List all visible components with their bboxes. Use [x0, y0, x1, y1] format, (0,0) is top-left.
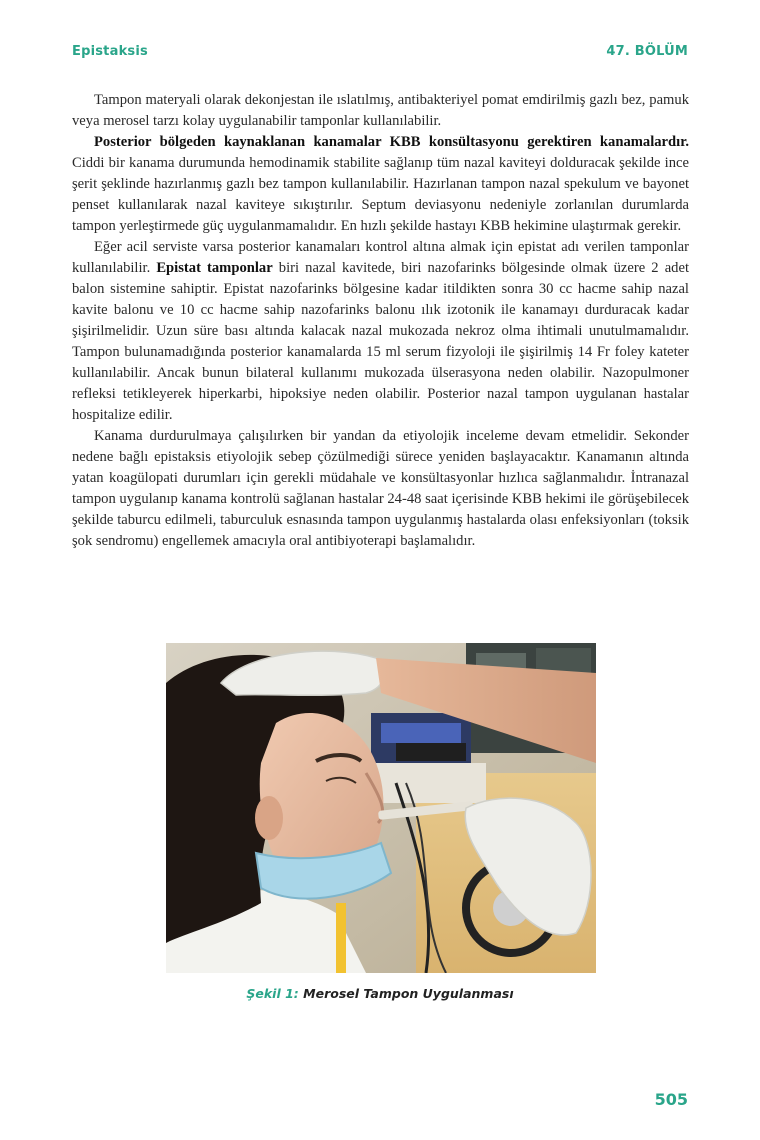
- body-text: [72, 90, 689, 552]
- paragraph-3-text-a: Eğer acil serviste varsa posterior kanamaları kontrol altına almak için epistat adı verilen tamponlar kullanılabilir.: [72, 239, 689, 276]
- paragraph-3-bold: Epistat tamponlar: [156, 260, 273, 276]
- figure-photo: [166, 643, 596, 973]
- paragraph-2-text: Ciddi bir kanama durumunda hemodinamik stabilite sağlanıp tüm nazal kaviteyi dolduracak şekilde ince şerit şeklinde hazırlanmış gazlı bez tampon kullanılabilir. Hazırlanan tampon nazal spekulum ve bayonet penset kullanılarak nazal kaviteye sıkıştırılır. Septum deviasyonu nedeniyle zorlanılan durumlarda tampon yerleştirmede güç uygulanmamalıdır. En hızlı şekilde hastayı KBB hekimine ulaştırmak gerekir.: [72, 155, 689, 234]
- figure-caption-label: Şekil 1:: [246, 986, 299, 1001]
- chapter-title: Epistaksis: [72, 44, 148, 59]
- photo-illustration: [166, 643, 596, 973]
- chapter-number: 47. BÖLÜM: [606, 44, 688, 59]
- paragraph-1: Tampon materyali olarak dekonjestan ile ıslatılmış, antibakteriyel pomat emdirilmiş gazlı bez, pamuk veya merosel tarzı kolay uygulanabilir tamponlar kullanılabilir.: [72, 92, 689, 129]
- page-number: 505: [654, 1090, 688, 1109]
- figure-caption: [0, 986, 760, 1001]
- paragraph-2-bold: Posterior bölgeden kaynaklanan kanamalar KBB konsültasyonu gerektiren kanamalardır.: [94, 134, 689, 150]
- paragraph-4: Kanama durdurulmaya çalışılırken bir yandan da etiyolojik inceleme devam etmelidir. Sekonder nedene bağlı epistaksis etiyolojik sebep çözülmediği sürece yeniden başlayacaktır. Kanamanın altında yatan koagülopati durumları için gerekli müdahale ve konsültasyonlar hızlıca sağlanmalıdır. İntranazal tampon uygulanıp kanama kontrolü sağlanan hastalar 24-48 saat içerisinde KBB hekimi ile görüşebilecek şekilde taburcu edilmeli, taburculuk esnasında tampon uygulanmış hastalarda olası enfeksiyonları (toksik şok sendromu) engellemek amacıyla oral antibiyoterapi başlamalıdır.: [72, 428, 689, 549]
- paragraph-3: [72, 237, 689, 426]
- paragraph-3-text-b: biri nazal kavitede, biri nazofarinks bölgesinde olmak üzere 2 adet balon sistemine sahiptir. Epistat nazofarinks bölgesine kadar itildikten sonra 30 cc hacme sahip nazal kavite balonu ve 10 cc hacme sahip nazofarinks balonu ılık izotonik ile kanamayı durduracak kadar şişirilmelidir. Uzun süre bası altında kalacak nazal mukozada nekroz olma ihtimali unutulmamalıdır. Tampon bulunamadığında posterior kanamalarda 15 ml serum fizyoloji ile şişirilmiş 14 Fr foley kateter kullanılabilir. Ancak bunun bilateral kullanımı mukozada ülserasyona neden olabilir. Nazopulmoner refleksi tetikleyerek hiperkarbi, hipoksiye neden olabilir. Posterior nazal tampon uygulanan hastalar hospitalize edilir.: [72, 260, 689, 423]
- running-header: [72, 44, 688, 66]
- paragraph-2: [72, 132, 689, 237]
- figure-caption-text: Merosel Tampon Uygulanması: [298, 986, 514, 1001]
